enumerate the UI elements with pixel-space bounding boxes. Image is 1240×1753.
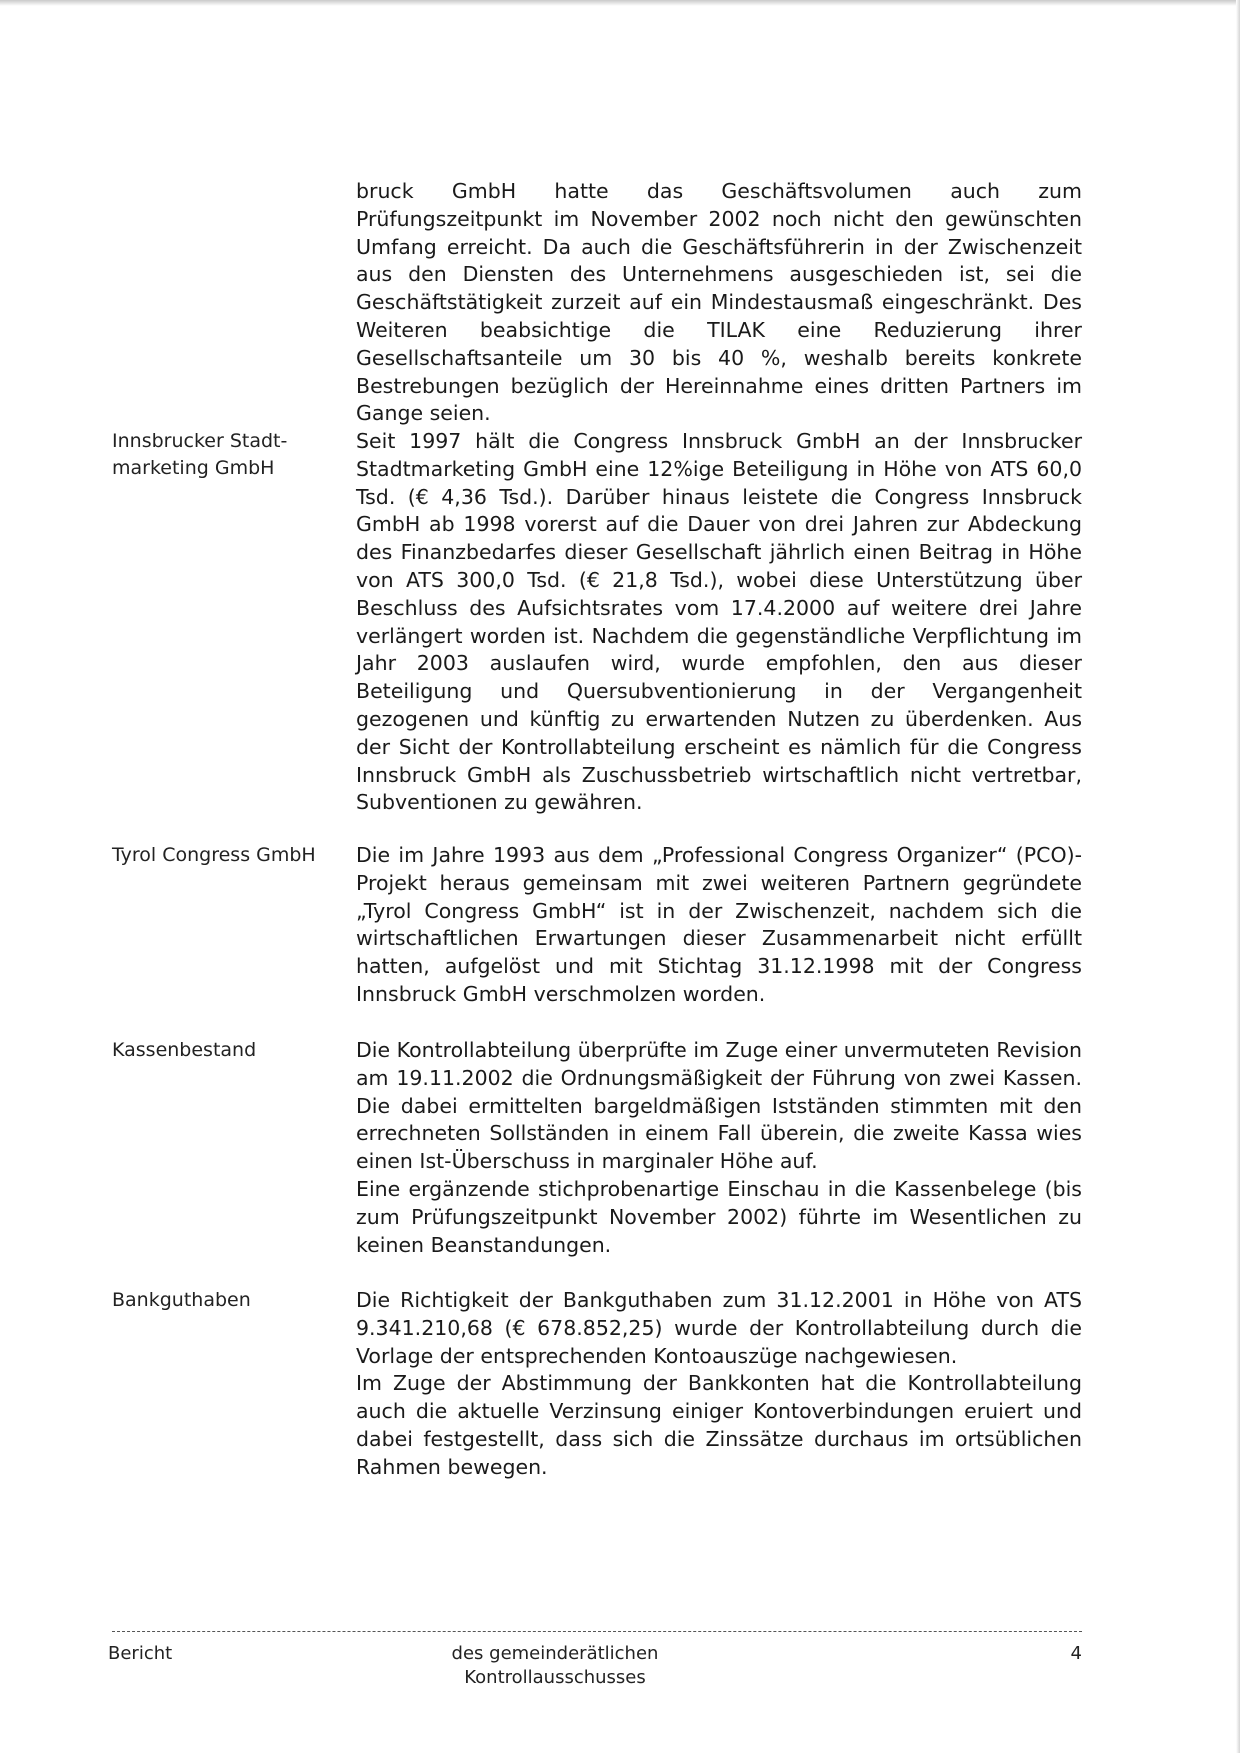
paragraph: Die im Jahre 1993 aus dem „Professional Congress Organizer“ (PCO)-Projekt heraus gemeinsam mit zwei weiteren Partnern gegründete „Tyrol Congress GmbH“ ist in der Zwischenzeit, nachdem sich die wirtschaftlichen Erwartungen dieser Zusammenarbeit nicht erfüllt hatten, aufgelöst und mit Stichtag 31.12.1998 mit der Congress Innsbruck GmbH verschmolzen worden. — [356, 843, 1082, 1006]
section-body — [356, 178, 1082, 428]
footer-report-label: Bericht — [108, 1643, 173, 1664]
footer-committee-label: des gemeinderätlichen Kontrollausschusses — [451, 1643, 659, 1688]
paragraph: Im Zuge der Abstimmung der Bankkonten hat die Kontrollabteilung auch die aktuelle Verzinsung einiger Kontoverbindungen eruiert und dabei festgestellt, dass sich die Zinssätze durchaus im ortsüblichen Rahmen bewegen. — [356, 1371, 1082, 1479]
paragraph: Eine ergänzende stichprobenartige Einschau in die Kassenbelege (bis zum Prüfungszeitpunkt November 2002) führte im Wesentlichen zu keinen Beanstandungen. — [356, 1176, 1082, 1257]
section-label: Kassenbestand — [112, 1039, 257, 1061]
paragraph: Die Kontrollabteilung überprüfte im Zuge einer unvermuteten Revision am 19.11.2002 die Ordnungsmäßigkeit der Führung von zwei Kassen. Die dabei ermittelten bargeldmäßigen Istständen stimmten mit den errechneten Sollständen in einem Fall überein, die zweite Kassa wies einen Ist-Überschuss in marginaler Höhe auf. — [356, 1038, 1082, 1174]
footer-divider — [112, 1631, 1082, 1632]
section-label: Tyrol Congress GmbH — [112, 844, 316, 866]
section-label: Innsbrucker Stadt- marketing GmbH — [112, 430, 288, 479]
paragraph: Die Richtigkeit der Bankguthaben zum 31.12.2001 in Höhe von ATS 9.341.210,68 (€ 678.852,25) wurde der Kontrollabteilung durch die Vorlage der entsprechenden Kontoauszüge nachgewiesen. — [356, 1288, 1082, 1368]
section-body — [356, 1287, 1082, 1482]
section-body — [356, 842, 1082, 1009]
section-label: Bankguthaben — [112, 1289, 251, 1311]
section-body — [356, 428, 1082, 817]
section-body — [356, 1037, 1082, 1259]
paragraph: Seit 1997 hält die Congress Innsbruck GmbH an der Innsbrucker Stadtmarketing GmbH eine 12%ige Beteiligung in Höhe von ATS 60,0 Tsd. (€ 4,36 Tsd.). Darüber hinaus leistete die Congress Innsbruck GmbH ab 1998 vorerst auf die Dauer von drei Jahren zur Abdeckung des Finanzbedarfes dieser Gesellschaft jährlich einen Beitrag in Höhe von ATS 300,0 Tsd. (€ 21,8 Tsd.), wobei diese Unterstützung über Beschluss des Aufsichtsrates vom 17.4.2000 auf weitere drei Jahre verlängert worden ist. Nachdem die gegenständliche Verpflichtung im Jahr 2003 auslaufen wird, wurde empfohlen, den aus dieser Beteiligung und Quersubventionierung in der Vergangenheit gezogenen und künftig zu erwartenden Nutzen zu überdenken. Aus der Sicht der Kontrollabteilung erscheint es nämlich für die Congress Innsbruck GmbH als Zuschussbetrieb wirtschaftlich nicht vertretbar, Subventionen zu gewähren. — [356, 429, 1082, 815]
page-number: 4 — [1070, 1643, 1082, 1664]
paragraph: bruck GmbH hatte das Geschäftsvolumen auch zum Prüfungszeitpunkt im November 2002 noch nicht den gewünschten Umfang erreicht. Da auch die Geschäftsführerin in der Zwischenzeit aus den Diensten des Unternehmens ausgeschieden ist, sei die Geschäftstätigkeit zurzeit auf ein Mindestausmaß eingeschränkt. Des Weiteren beabsichtige die TILAK eine Reduzierung ihrer Gesellschaftsanteile um 30 bis 40 %, weshalb bereits konkrete Bestrebungen bezüglich der Hereinnahme eines dritten Partners im Gange seien. — [356, 179, 1082, 426]
